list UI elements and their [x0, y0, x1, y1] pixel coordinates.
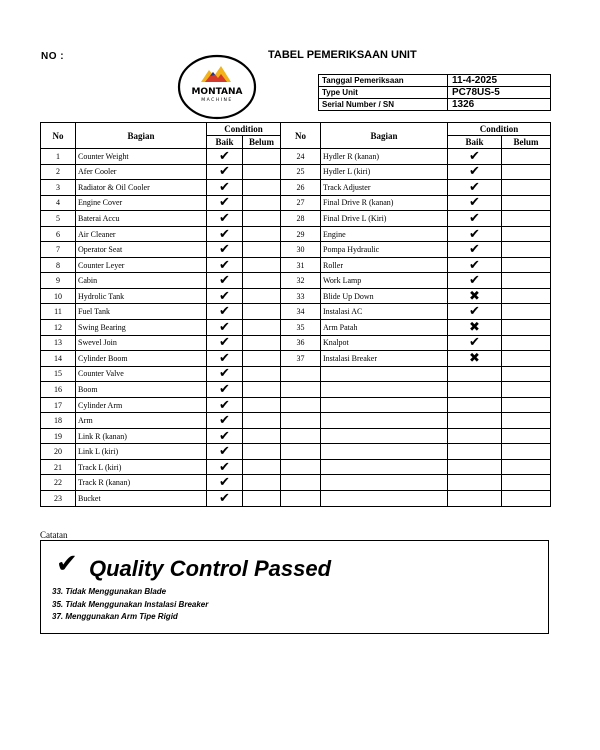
condition-pending-mark: [502, 459, 551, 475]
item-number: 30: [281, 242, 321, 258]
item-part-name: Pompa Hydraulic: [321, 242, 448, 258]
condition-good-mark: ✔: [207, 397, 243, 413]
item-number: 20: [41, 444, 76, 460]
item-number: 15: [41, 366, 76, 382]
table-row: [281, 413, 551, 429]
table-row: [41, 397, 281, 413]
col-header-part: Bagian: [321, 123, 448, 149]
item-part-name: Engine Cover: [76, 195, 207, 211]
table-row: [41, 366, 281, 382]
condition-good-mark: [448, 366, 502, 382]
col-header-no: No: [41, 123, 76, 149]
condition-good-mark: ✔: [207, 164, 243, 180]
table-row: [281, 211, 551, 227]
note-line: 35. Tidak Menggunakan Instalasi Breaker: [52, 600, 209, 609]
table-row: [41, 180, 281, 196]
condition-good-mark: ✔: [207, 491, 243, 507]
item-number: 37: [281, 351, 321, 367]
condition-pending-mark: [243, 226, 281, 242]
condition-pending-mark: [502, 413, 551, 429]
table-row: [281, 382, 551, 398]
condition-good-mark: ✔: [207, 335, 243, 351]
condition-good-mark: ✔: [448, 304, 502, 320]
condition-good-mark: ✖: [448, 288, 502, 304]
condition-good-mark: ✔: [207, 195, 243, 211]
item-number: [281, 397, 321, 413]
document-number-label: NO :: [41, 51, 65, 62]
table-row: [281, 475, 551, 491]
condition-pending-mark: [502, 242, 551, 258]
table-row: [41, 475, 281, 491]
col-header-pending: Belum: [502, 136, 551, 149]
item-part-name: Engine: [321, 226, 448, 242]
item-part-name: Cabin: [76, 273, 207, 289]
item-number: [281, 366, 321, 382]
condition-pending-mark: [243, 180, 281, 196]
table-row: [41, 195, 281, 211]
table-row: [281, 320, 551, 336]
col-header-good: Baik: [448, 136, 502, 149]
condition-pending-mark: [243, 288, 281, 304]
item-number: [281, 459, 321, 475]
item-part-name: Air Cleaner: [76, 226, 207, 242]
condition-good-mark: ✔: [448, 335, 502, 351]
item-number: 19: [41, 428, 76, 444]
col-header-no: No: [281, 123, 321, 149]
condition-pending-mark: [502, 366, 551, 382]
condition-pending-mark: [243, 475, 281, 491]
condition-pending-mark: [243, 459, 281, 475]
item-number: [281, 382, 321, 398]
table-row: [41, 211, 281, 227]
check-icon: ✔: [56, 549, 78, 579]
condition-pending-mark: [502, 382, 551, 398]
unit-info-table: [318, 74, 551, 111]
item-number: 13: [41, 335, 76, 351]
item-part-name: Hydler L (kiri): [321, 164, 448, 180]
condition-good-mark: ✔: [448, 242, 502, 258]
item-number: 22: [41, 475, 76, 491]
logo-sub-text: MACHINE: [201, 98, 233, 103]
condition-good-mark: ✔: [207, 273, 243, 289]
item-part-name: Hydrolic Tank: [76, 288, 207, 304]
condition-pending-mark: [243, 351, 281, 367]
item-number: 6: [41, 226, 76, 242]
notes-label: Catatan: [40, 530, 68, 540]
condition-good-mark: ✔: [207, 304, 243, 320]
col-header-pending: Belum: [243, 136, 281, 149]
table-row: [281, 164, 551, 180]
condition-pending-mark: [243, 366, 281, 382]
montana-machine-logo: [177, 54, 257, 120]
table-row: [41, 226, 281, 242]
item-number: 12: [41, 320, 76, 336]
condition-good-mark: ✔: [207, 475, 243, 491]
item-number: [281, 444, 321, 460]
item-number: 25: [281, 164, 321, 180]
condition-good-mark: [448, 444, 502, 460]
table-row: [41, 288, 281, 304]
item-number: 33: [281, 288, 321, 304]
table-row: [281, 180, 551, 196]
item-number: 3: [41, 180, 76, 196]
table-row: [281, 195, 551, 211]
condition-pending-mark: [502, 351, 551, 367]
table-row: [281, 351, 551, 367]
table-row: [281, 288, 551, 304]
item-number: 35: [281, 320, 321, 336]
item-part-name: Swevel Join: [76, 335, 207, 351]
item-part-name: [321, 428, 448, 444]
item-part-name: Link L (kiri): [76, 444, 207, 460]
condition-pending-mark: [243, 149, 281, 165]
condition-good-mark: ✔: [207, 413, 243, 429]
item-part-name: [321, 382, 448, 398]
item-number: 21: [41, 459, 76, 475]
info-row-type: [319, 87, 551, 99]
item-part-name: Track Adjuster: [321, 180, 448, 196]
condition-good-mark: [448, 382, 502, 398]
table-row: [281, 459, 551, 475]
table-row: [41, 273, 281, 289]
condition-good-mark: ✔: [207, 149, 243, 165]
date-value: 11-4-2025: [448, 75, 551, 87]
right-table-body: [281, 149, 551, 507]
condition-pending-mark: [502, 149, 551, 165]
condition-pending-mark: [502, 491, 551, 507]
type-label: Type Unit: [319, 87, 448, 99]
table-row: [41, 335, 281, 351]
condition-pending-mark: [243, 242, 281, 258]
item-number: 8: [41, 257, 76, 273]
condition-good-mark: ✔: [207, 257, 243, 273]
table-row: [281, 444, 551, 460]
col-header-part: Bagian: [76, 123, 207, 149]
table-row: [41, 257, 281, 273]
item-part-name: Fuel Tank: [76, 304, 207, 320]
condition-pending-mark: [502, 273, 551, 289]
condition-good-mark: ✔: [207, 382, 243, 398]
item-number: 32: [281, 273, 321, 289]
item-part-name: Arm Patah: [321, 320, 448, 336]
col-header-good: Baik: [207, 136, 243, 149]
item-part-name: Track R (kanan): [76, 475, 207, 491]
item-number: 26: [281, 180, 321, 196]
item-number: 34: [281, 304, 321, 320]
condition-good-mark: ✖: [448, 351, 502, 367]
item-part-name: Track L (kiri): [76, 459, 207, 475]
item-part-name: [321, 491, 448, 507]
table-row: [41, 351, 281, 367]
table-row: [41, 413, 281, 429]
condition-good-mark: ✔: [207, 366, 243, 382]
item-number: 17: [41, 397, 76, 413]
table-row: [281, 273, 551, 289]
item-number: 16: [41, 382, 76, 398]
table-row: [281, 149, 551, 165]
table-row: [41, 459, 281, 475]
condition-pending-mark: [243, 164, 281, 180]
col-header-condition: Condition: [448, 123, 551, 136]
item-number: 4: [41, 195, 76, 211]
item-number: [281, 413, 321, 429]
condition-pending-mark: [502, 304, 551, 320]
item-number: 23: [41, 491, 76, 507]
table-row: [281, 304, 551, 320]
condition-good-mark: [448, 475, 502, 491]
item-number: [281, 491, 321, 507]
table-row: [281, 491, 551, 507]
item-number: 9: [41, 273, 76, 289]
item-part-name: Operator Seat: [76, 242, 207, 258]
item-part-name: [321, 397, 448, 413]
condition-pending-mark: [243, 211, 281, 227]
item-number: 1: [41, 149, 76, 165]
item-part-name: Hydler R (kanan): [321, 149, 448, 165]
item-part-name: Swing Bearing: [76, 320, 207, 336]
item-part-name: Instalasi AC: [321, 304, 448, 320]
item-part-name: Final Drive L (Kiri): [321, 211, 448, 227]
condition-pending-mark: [243, 320, 281, 336]
table-row: [41, 320, 281, 336]
condition-good-mark: ✔: [448, 149, 502, 165]
table-row: [281, 242, 551, 258]
condition-good-mark: [448, 413, 502, 429]
item-number: 10: [41, 288, 76, 304]
table-row: [41, 304, 281, 320]
condition-good-mark: ✔: [207, 459, 243, 475]
item-part-name: Baterai Accu: [76, 211, 207, 227]
condition-pending-mark: [502, 335, 551, 351]
item-part-name: Arm: [76, 413, 207, 429]
serial-value: 1326: [448, 99, 551, 111]
table-row: [41, 428, 281, 444]
item-number: 5: [41, 211, 76, 227]
item-part-name: Instalasi Breaker: [321, 351, 448, 367]
condition-good-mark: ✔: [448, 257, 502, 273]
table-row: [41, 242, 281, 258]
condition-pending-mark: [243, 273, 281, 289]
condition-pending-mark: [502, 164, 551, 180]
condition-pending-mark: [243, 335, 281, 351]
condition-good-mark: ✔: [207, 226, 243, 242]
item-part-name: [321, 366, 448, 382]
condition-good-mark: ✔: [207, 351, 243, 367]
condition-pending-mark: [243, 195, 281, 211]
condition-good-mark: ✔: [207, 180, 243, 196]
table-row: [41, 444, 281, 460]
condition-pending-mark: [243, 257, 281, 273]
info-row-date: [319, 75, 551, 87]
condition-good-mark: ✔: [207, 444, 243, 460]
condition-good-mark: ✔: [448, 180, 502, 196]
condition-pending-mark: [502, 428, 551, 444]
item-number: 24: [281, 149, 321, 165]
left-table-body: [41, 149, 281, 507]
condition-good-mark: ✔: [207, 211, 243, 227]
condition-good-mark: [448, 491, 502, 507]
condition-pending-mark: [243, 428, 281, 444]
item-part-name: Blide Up Down: [321, 288, 448, 304]
item-part-name: [321, 475, 448, 491]
item-number: 18: [41, 413, 76, 429]
item-number: 14: [41, 351, 76, 367]
table-row: [41, 149, 281, 165]
condition-pending-mark: [243, 397, 281, 413]
item-part-name: [321, 413, 448, 429]
table-row: [281, 226, 551, 242]
item-number: 11: [41, 304, 76, 320]
type-value: PC78US-5: [448, 87, 551, 99]
condition-pending-mark: [502, 226, 551, 242]
condition-good-mark: [448, 428, 502, 444]
condition-pending-mark: [502, 320, 551, 336]
table-row: [41, 491, 281, 507]
table-row: [281, 257, 551, 273]
condition-good-mark: ✔: [207, 320, 243, 336]
item-part-name: Cylinder Boom: [76, 351, 207, 367]
condition-good-mark: ✔: [448, 164, 502, 180]
condition-good-mark: ✔: [448, 211, 502, 227]
item-part-name: Knalpot: [321, 335, 448, 351]
item-number: 27: [281, 195, 321, 211]
condition-pending-mark: [502, 195, 551, 211]
item-part-name: Counter Valve: [76, 366, 207, 382]
logo-brand-text: MONTANA: [191, 87, 243, 97]
item-part-name: Afer Cooler: [76, 164, 207, 180]
condition-pending-mark: [502, 288, 551, 304]
item-part-name: Counter Weight: [76, 149, 207, 165]
condition-good-mark: ✔: [448, 226, 502, 242]
condition-pending-mark: [243, 304, 281, 320]
item-part-name: Cylinder Arm: [76, 397, 207, 413]
condition-good-mark: ✖: [448, 320, 502, 336]
condition-pending-mark: [243, 382, 281, 398]
condition-pending-mark: [502, 397, 551, 413]
serial-label: Serial Number / SN: [319, 99, 448, 111]
table-row: [41, 382, 281, 398]
condition-good-mark: ✔: [207, 428, 243, 444]
condition-good-mark: [448, 397, 502, 413]
table-row: [41, 164, 281, 180]
item-part-name: [321, 444, 448, 460]
table-row: [281, 335, 551, 351]
item-number: [281, 428, 321, 444]
info-row-serial: [319, 99, 551, 111]
condition-good-mark: ✔: [207, 242, 243, 258]
item-part-name: Boom: [76, 382, 207, 398]
item-part-name: Work Lamp: [321, 273, 448, 289]
table-row: [281, 366, 551, 382]
condition-good-mark: [448, 459, 502, 475]
condition-pending-mark: [243, 413, 281, 429]
table-row: [281, 428, 551, 444]
condition-pending-mark: [502, 211, 551, 227]
item-number: 7: [41, 242, 76, 258]
item-number: 31: [281, 257, 321, 273]
item-part-name: Link R (kanan): [76, 428, 207, 444]
col-header-condition: Condition: [207, 123, 281, 136]
condition-good-mark: ✔: [207, 288, 243, 304]
item-number: [281, 475, 321, 491]
quality-control-headline: Quality Control Passed: [89, 556, 332, 581]
item-part-name: [321, 459, 448, 475]
item-part-name: Roller: [321, 257, 448, 273]
condition-pending-mark: [502, 475, 551, 491]
condition-pending-mark: [502, 444, 551, 460]
condition-pending-mark: [243, 491, 281, 507]
note-line: 37. Menggunakan Arm Tipe Rigid: [52, 612, 178, 621]
condition-pending-mark: [243, 444, 281, 460]
item-number: 29: [281, 226, 321, 242]
item-part-name: Radiator & Oil Cooler: [76, 180, 207, 196]
condition-good-mark: ✔: [448, 195, 502, 211]
item-part-name: Final Drive R (kanan): [321, 195, 448, 211]
condition-pending-mark: [502, 180, 551, 196]
condition-good-mark: ✔: [448, 273, 502, 289]
item-number: 2: [41, 164, 76, 180]
table-row: [281, 397, 551, 413]
date-label: Tanggal Pemeriksaan: [319, 75, 448, 87]
note-line: 33. Tidak Menggunakan Blade: [52, 587, 167, 596]
condition-pending-mark: [502, 257, 551, 273]
item-part-name: Bucket: [76, 491, 207, 507]
inspection-table-right: [280, 122, 551, 507]
item-part-name: Counter Leyer: [76, 257, 207, 273]
document-title: TABEL PEMERIKSAAN UNIT: [268, 49, 417, 61]
item-number: 28: [281, 211, 321, 227]
inspection-table-left: [40, 122, 281, 507]
item-number: 36: [281, 335, 321, 351]
